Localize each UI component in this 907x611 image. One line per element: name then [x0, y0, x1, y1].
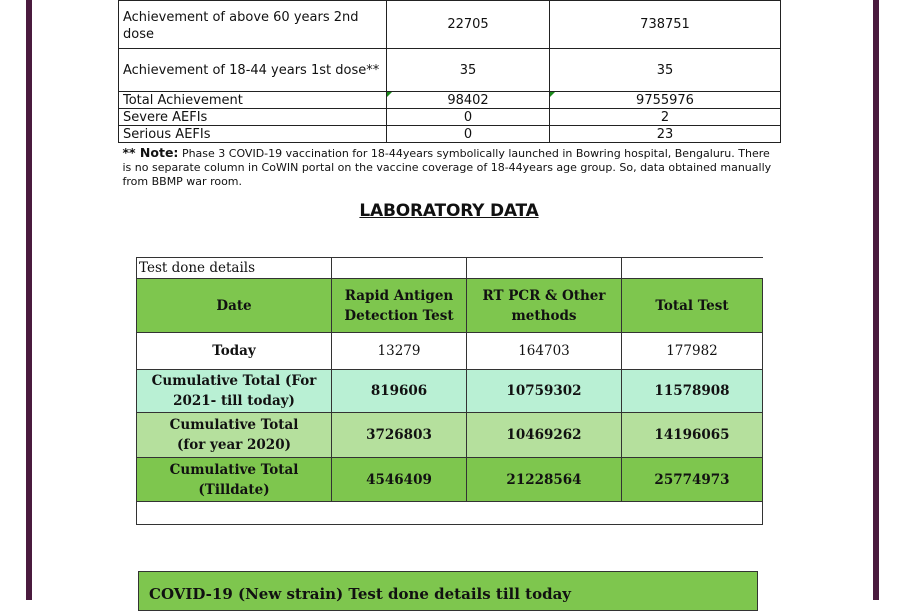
table-row — [137, 413, 763, 458]
vaccination-row-label: Severe AEFIs — [119, 109, 387, 126]
column-header-total: Total Test — [622, 279, 763, 333]
laboratory-table — [136, 257, 763, 525]
vaccination-row-label: Achievement of above 60 years 2nd dose — [119, 1, 387, 49]
table-row — [137, 458, 763, 502]
row-label: Cumulative Total (For 2021- till today) — [137, 370, 332, 413]
rtpcr-value: 21228564 — [467, 458, 622, 502]
row-label: Cumulative Total (Tilldate) — [137, 458, 332, 502]
vaccination-today-value: 0 — [387, 126, 550, 143]
laboratory-data-title: LABORATORY DATA — [359, 201, 539, 221]
rapid-antigen-value: 4546409 — [332, 458, 467, 502]
vaccination-cumulative-value: 9755976 — [550, 92, 781, 109]
table-blank-row — [137, 502, 763, 525]
vaccination-table — [118, 0, 781, 192]
total-test-value: 177982 — [622, 333, 763, 370]
vaccination-row — [119, 126, 781, 143]
table-row — [137, 370, 763, 413]
row-label: Cumulative Total (for year 2020) — [137, 413, 332, 458]
vaccination-today-value: 98402 — [387, 92, 550, 109]
row-label: Today — [137, 333, 332, 370]
total-test-value: 14196065 — [622, 413, 763, 458]
total-test-value: 11578908 — [622, 370, 763, 413]
rtpcr-value: 164703 — [467, 333, 622, 370]
vaccination-row — [119, 49, 781, 92]
table-header-row — [137, 279, 763, 333]
table-caption-row — [137, 258, 763, 279]
note-label: ** Note: — [122, 145, 179, 160]
vaccination-cumulative-value: 738751 — [550, 1, 781, 49]
table-row — [137, 333, 763, 370]
vaccination-cumulative-value: 2 — [550, 109, 781, 126]
rapid-antigen-value: 13279 — [332, 333, 467, 370]
vaccination-today-value: 35 — [387, 49, 550, 92]
vaccination-row — [119, 92, 781, 109]
vaccination-today-value: 22705 — [387, 1, 550, 49]
page-border-left — [26, 0, 32, 600]
new-strain-section-title: COVID-19 (New strain) Test done details till today — [138, 571, 758, 611]
vaccination-row — [119, 1, 781, 49]
page-border-right — [873, 0, 879, 600]
rapid-antigen-value: 819606 — [332, 370, 467, 413]
column-header-date: Date — [137, 279, 332, 333]
vaccination-note-row — [119, 143, 781, 193]
vaccination-cumulative-value: 35 — [550, 49, 781, 92]
column-header-rtpcr: RT PCR & Other methods — [467, 279, 622, 333]
rtpcr-value: 10469262 — [467, 413, 622, 458]
vaccination-today-value: 0 — [387, 109, 550, 126]
vaccination-cumulative-value: 23 — [550, 126, 781, 143]
rtpcr-value: 10759302 — [467, 370, 622, 413]
note-text: Phase 3 COVID-19 vaccination for 18-44years symbolically launched in Bowring hospital, Bengaluru. There is no separate column in CoWIN portal on the vaccine coverage of 18-44years age group. So, data obtained manually from BBMP war room. — [122, 147, 772, 188]
vaccination-row-label: Achievement of 18-44 years 1st dose** — [119, 49, 387, 92]
table-caption: Test done details — [137, 258, 332, 279]
vaccination-note — [119, 143, 781, 193]
vaccination-row — [119, 109, 781, 126]
rapid-antigen-value: 3726803 — [332, 413, 467, 458]
vaccination-row-label: Total Achievement — [119, 92, 387, 109]
total-test-value: 25774973 — [622, 458, 763, 502]
column-header-rapid-antigen: Rapid Antigen Detection Test — [332, 279, 467, 333]
vaccination-row-label: Serious AEFIs — [119, 126, 387, 143]
